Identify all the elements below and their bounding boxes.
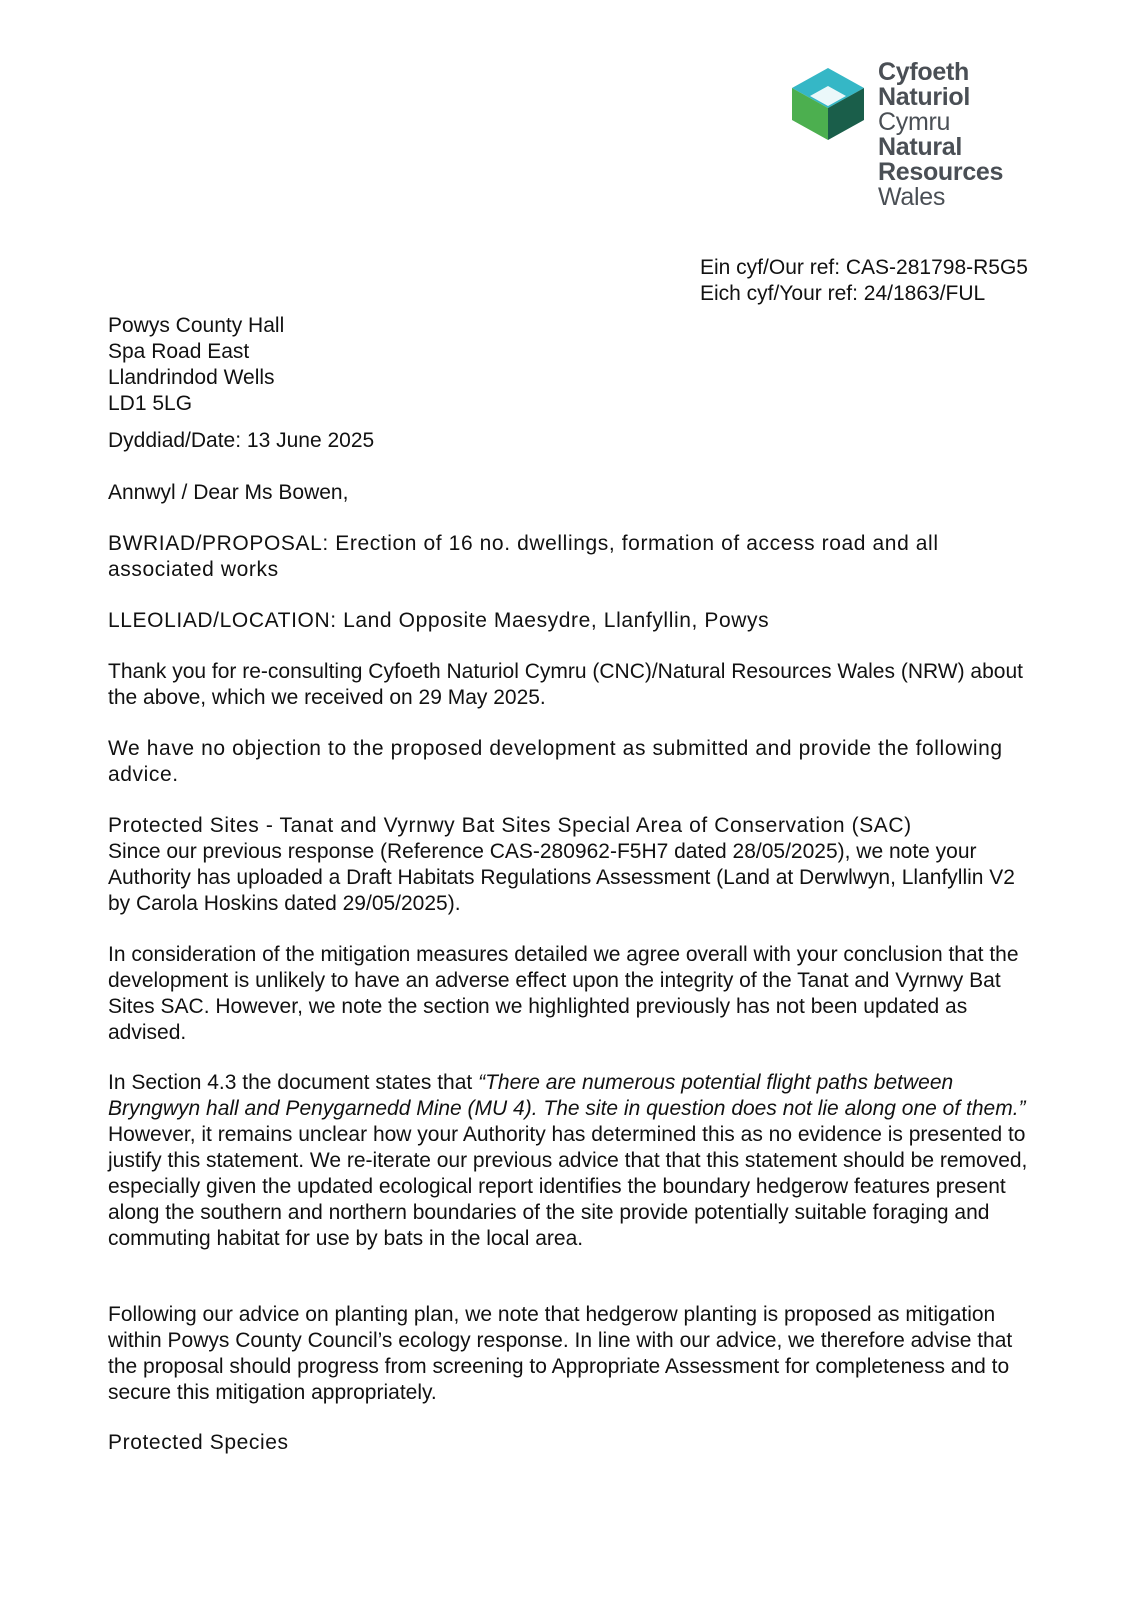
section-lead-text: In Section 4.3 the document states that: [108, 1071, 479, 1094]
logo-line-naturiol: Naturiol: [878, 83, 971, 111]
paragraph-planting: Following our advice on planting plan, we note that hedgerow planting is proposed as mitigation within Powys County Council’s ecology response. In line with our advice, we therefore advise that the proposal should progress from screening to Appropriate Assessment for completeness and to secure this mitigation appropriately.: [108, 1303, 1013, 1404]
paragraph-protected-sites: Since our previous response (Reference CAS-280962-F5H7 dated 28/05/2025), we note your Authority has uploaded a Draft Habitats Regulations Assessment (Land at Derwlwyn, Llanfyllin V2 by Carola Hoskins dated 29/05/2025).: [108, 840, 1015, 915]
protected-sites-heading: Protected Sites - Tanat and Vyrnwy Bat Sites Special Area of Conservation (SAC): [108, 814, 912, 837]
our-ref: Ein cyf/Our ref: CAS-281798-R5G5: [700, 256, 1028, 279]
protected-species-heading: Protected Species: [108, 1431, 289, 1454]
letter-date: Dyddiad/Date: 13 June 2025: [108, 429, 375, 452]
location-line: LLEOLIAD/LOCATION: Land Opposite Maesydre, Llanfyllin, Powys: [108, 609, 770, 632]
salutation: Annwyl / Dear Ms Bowen,: [108, 481, 349, 504]
logo-line-natural: Natural: [878, 133, 963, 161]
paragraph-consideration: In consideration of the mitigation measures detailed we agree overall with your conclusion that the development is unlikely to have an adverse effect upon the integrity of the Tanat and Vyrnwy Bat Sites SAC. However, we note the section we highlighted previously has not been updated as advised.: [108, 943, 1019, 1044]
paragraph-thanks: Thank you for re-consulting Cyfoeth Naturiol Cymru (CNC)/Natural Resources Wales (NRW) about the above, which we received on 29 May 2025.: [108, 660, 1023, 709]
address-line-2: Spa Road East: [108, 340, 250, 363]
address-line-3: Llandrindod Wells: [108, 366, 275, 389]
reference-block: [700, 255, 1028, 307]
nrw-logo-text: [878, 60, 1003, 210]
protected-sites-section: [108, 813, 1028, 917]
your-ref: Eich cyf/Your ref: 24/1863/FUL: [700, 282, 986, 305]
logo-line-resources: Resources: [878, 158, 1004, 186]
section-rest-text: However, it remains unclear how your Authority has determined this as no evidence is presented to justify this statement. We re-iterate our previous advice that that this statement should be removed, especially given the updated ecological report identifies the boundary hedgerow features present along the southern and northern boundaries of the site provide potentially suitable foraging and commuting habitat for use by bats in the local area.: [108, 1123, 1028, 1250]
logo-line-wales: Wales: [878, 183, 946, 211]
nrw-logo: [790, 60, 1030, 220]
recipient-address: [108, 313, 284, 417]
logo-line-cyfoeth: Cyfoeth: [878, 58, 969, 86]
paragraph-no-objection: We have no objection to the proposed development as submitted and provide the following advice.: [108, 737, 1003, 786]
logo-line-cymru: Cymru: [878, 108, 951, 136]
address-line-4: LD1 5LG: [108, 392, 193, 415]
section-quote: “There are numerous potential flight paths between Bryngwyn hall and Penygarnedd Mine (MU 4). The site in question does not lie along one of them.”: [108, 1071, 1026, 1120]
nrw-logo-icon: [790, 66, 866, 142]
proposal-line: BWRIAD/PROPOSAL: Erection of 16 no. dwellings, formation of access road and all associated works: [108, 532, 939, 581]
paragraph-section-4-3: [108, 1070, 1028, 1252]
address-line-1: Powys County Hall: [108, 314, 285, 337]
